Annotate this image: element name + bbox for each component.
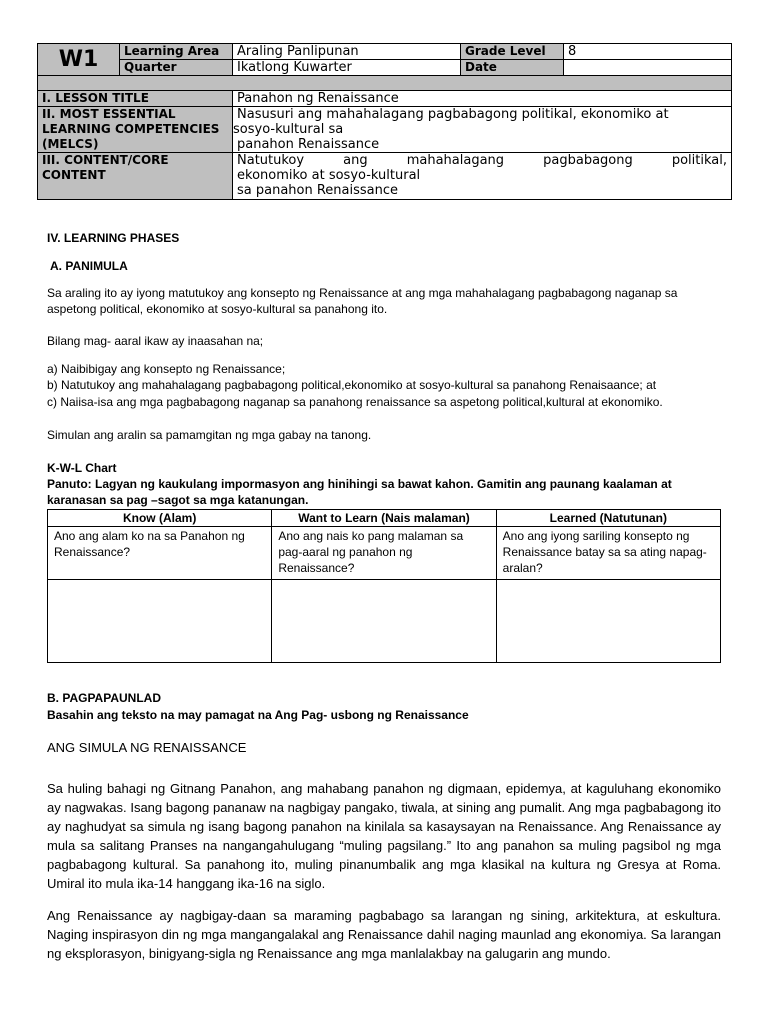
panimula-heading: A. PANIMULA (50, 259, 128, 273)
date-value (564, 60, 732, 76)
simula-paragraph-2: Ang Renaissance ay nagbigay-daan sa maraming pagbabago sa larangan ng sining, arkitektura, at eskultura. Naging inspirasyon din ng mga mangangalakal ang Renaissance dahil naging maunlad ang ekonomiya. Sa larangan ng eksplorasyon, binigyang-sigla ng Renaissance ang mga manlalakbay na galugarin ang mundo. (47, 908, 721, 961)
lesson-title-value: Panahon ng Renaissance (233, 91, 732, 107)
objective-b: b) Natutukoy ang mahahalagang pagbabagong political,ekonomiko at sosyo-kultural sa panahong Renaisaance; at (47, 378, 657, 392)
learning-area-value: Araling Panlipunan (233, 44, 461, 60)
lesson-header-table (37, 43, 732, 200)
kwl-question-know: Ano ang alam ko na sa Panahon ng Renaissance? (48, 527, 272, 580)
kwl-header-want: Want to Learn (Nais malaman) (272, 510, 496, 527)
expectation-text: Bilang mag- aaral ikaw ay inaasahan na; (47, 334, 264, 348)
simula-paragraph-1: Sa huling bahagi ng Gitnang Panahon, ang mahabang panahon ng digmaan, epidemya, at kaguluhang ekonomiko ay nagwakas. Isang bagong pananaw na nagbigay pangako, tiwala, at sining ang pumalit. Ang mga pagbabagong ito ay naghudyat sa simula ng isang bagong panahon na kinilala sa kasaysayan na Renaissance. Ang Renaissance ay mula sa salitang Pranses na nangangahulugang “muling pagsilang.” Ito ang panahon sa muling pagsibol ng mga pagbabagong kultural. Sa panahong ito, muling pinanumbalik ang mga klasikal na kultura ng Gresya at Roma. Umiral ito mula ika-14 hanggang ika-16 na siglo. (47, 781, 721, 891)
content-value (233, 153, 732, 200)
melcs-label: II. MOST ESSENTIAL LEARNING COMPETENCIES (MELCS) (38, 107, 233, 153)
simula-heading: ANG SIMULA NG RENAISSANCE (47, 740, 247, 755)
kwl-question-learned: Ano ang iyong sariling konsepto ng Renaissance batay sa sa ating napag-aralan? (496, 527, 720, 580)
header-separator (38, 76, 732, 91)
objective-a: a) Naibibigay ang konsepto ng Renaissance; (47, 362, 286, 376)
learning-phases-heading: IV. LEARNING PHASES (47, 231, 180, 245)
kwl-heading: K-W-L Chart (47, 461, 117, 475)
lesson-title-label: I. LESSON TITLE (38, 91, 233, 107)
kwl-answer-learned[interactable] (496, 580, 720, 663)
kwl-answer-know[interactable] (48, 580, 272, 663)
kwl-header-know: Know (Alam) (48, 510, 272, 527)
guide-questions-text: Simulan ang aralin sa pamamgitan ng mga gabay na tanong. (47, 428, 372, 442)
objective-c: c) Naiisa-isa ang mga pagbabagong naganap sa panahong renaissance sa aspetong political,kultural at ekonomiko. (47, 395, 663, 409)
kwl-question-want: Ano ang nais ko pang malaman sa pag-aaral ng panahon ng Renaissance? (272, 527, 496, 580)
week-label: W1 (38, 44, 120, 76)
panuto-line: karanasan sa pag –sagot sa mga katanungan. (47, 493, 309, 507)
kwl-header-learned: Learned (Natutunan) (496, 510, 720, 527)
basahin-text: Basahin ang teksto na may pamagat na Ang Pag- usbong ng Renaissance (47, 708, 469, 722)
content-line: sa panahon Renaissance (237, 183, 399, 198)
melcs-line: sosyo-kultural sa (233, 122, 344, 137)
content-line: Natutukoy ang mahahalagang pagbabagong politikal, (237, 153, 727, 168)
kwl-chart (47, 509, 721, 663)
grade-level-value: 8 (564, 44, 732, 60)
melcs-line: panahon Renaissance (237, 137, 380, 152)
grade-level-label: Grade Level (461, 44, 564, 60)
learning-area-label: Learning Area (120, 44, 233, 60)
kwl-answer-want[interactable] (272, 580, 496, 663)
melcs-value (233, 107, 732, 153)
content-line: ekonomiko at sosyo-kultural (237, 168, 421, 183)
quarter-label: Quarter (120, 60, 233, 76)
content-label: III. CONTENT/CORE CONTENT (38, 153, 233, 200)
date-label: Date (461, 60, 564, 76)
melcs-line: Nasusuri ang mahahalagang pagbabagong politikal, ekonomiko at (237, 107, 669, 122)
intro-paragraph: Sa araling ito ay iyong matutukoy ang konsepto ng Renaissance at ang mga mahahalagang pagbabagong naganap sa aspetong political, ekonomiko at sosyo-kultural sa panahong ito. (47, 286, 678, 316)
pagpapaunlad-heading: B. PAGPAPAUNLAD (47, 691, 161, 705)
quarter-value: Ikatlong Kuwarter (233, 60, 461, 76)
panuto-line: Panuto: Lagyan ng kaukulang impormasyon ang hinihingi sa bawat kahon. Gamitin ang paunang kaalaman at (47, 477, 672, 491)
